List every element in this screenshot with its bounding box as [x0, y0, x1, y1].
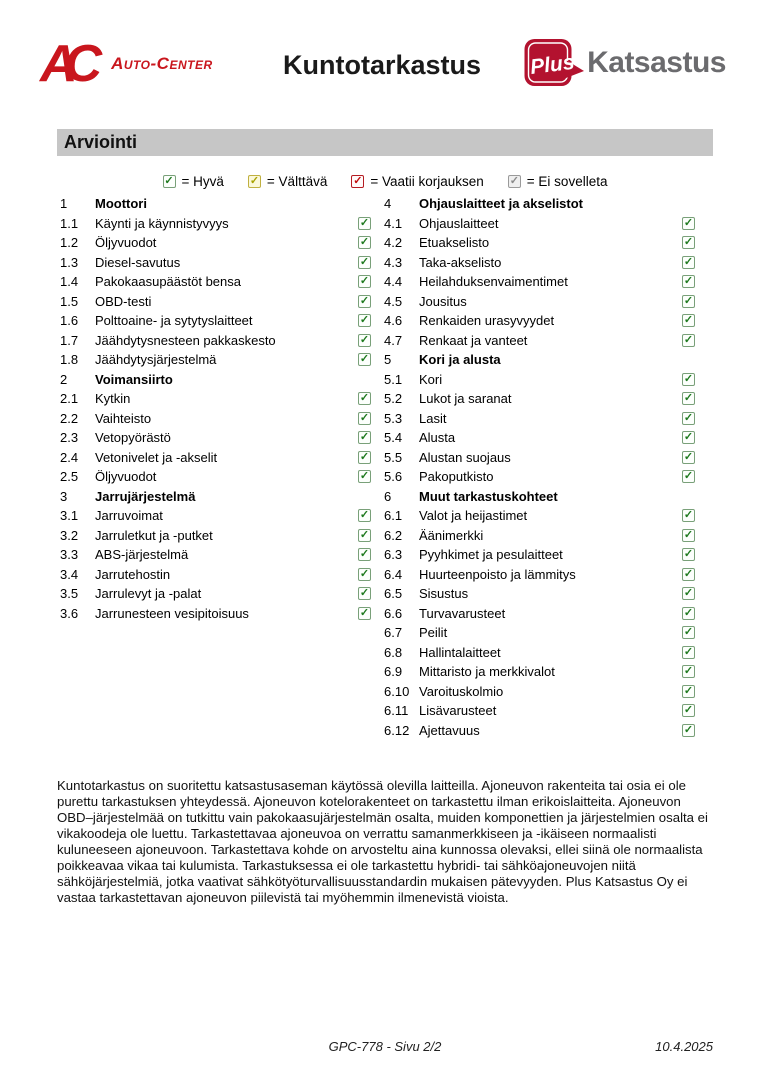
checklist-row: [381, 272, 695, 292]
checklist-row: [57, 604, 371, 624]
item-label: Voimansiirto: [95, 371, 173, 387]
checklist-row: [57, 428, 371, 448]
item-label: Varoituskolmio: [419, 683, 504, 699]
checklist-row: [381, 428, 695, 448]
page-footer: [57, 1039, 713, 1055]
checkbox-good-icon: ✓: [683, 684, 694, 697]
checklist-section-row: [381, 487, 695, 507]
item-number: 6.2: [384, 527, 403, 543]
checkbox-good-icon: ✓: [359, 294, 370, 307]
checkbox-good-icon: ✓: [683, 333, 694, 346]
checkbox-good-icon: ✓: [359, 392, 370, 405]
checkbox-good-icon: ✓: [683, 587, 694, 600]
item-label: Lasit: [419, 410, 447, 426]
checklist-row: [381, 292, 695, 312]
checkbox-good-icon: ✓: [683, 470, 694, 483]
item-label: Äänimerkki: [419, 527, 484, 543]
item-number: 2.2: [60, 410, 79, 426]
item-label: Mittaristo ja merkkivalot: [419, 664, 555, 680]
item-label: Sisustus: [419, 586, 469, 602]
item-label: Jarrujärjestelmä: [95, 488, 196, 504]
checklist-row: [381, 370, 695, 390]
item-number: 6.1: [384, 508, 403, 524]
item-number: 1.2: [60, 235, 79, 251]
item-number: 1.6: [60, 313, 79, 329]
checklist-row: [57, 214, 371, 234]
item-number: 1: [60, 196, 68, 212]
item-label: Heilahduksenvaimentimet: [419, 274, 568, 290]
checklist-row: [381, 643, 695, 663]
checklist-row: [57, 545, 371, 565]
item-label: Kytkin: [95, 391, 131, 407]
item-label: Vaihteisto: [95, 410, 152, 426]
item-number: 4.2: [384, 235, 403, 251]
item-label: OBD-testi: [95, 293, 152, 309]
checklist-column-right: [381, 194, 695, 740]
item-label: Kori: [419, 371, 443, 387]
checkbox-good-icon: ✓: [359, 333, 370, 346]
checkbox-good-icon: ✓: [683, 294, 694, 307]
item-label: Lisävarusteet: [419, 703, 497, 719]
checklist-row: [57, 448, 371, 468]
checklist-row: [381, 721, 695, 741]
checkbox-good-icon: ✓: [683, 704, 694, 717]
checklist-row: [381, 662, 695, 682]
checkbox-good-icon: ✓: [359, 255, 370, 268]
checklist-section-row: [57, 487, 371, 507]
item-number: 2.5: [60, 469, 79, 485]
checkbox-good-icon: ✓: [683, 372, 694, 385]
item-label: Jäähdytysjärjestelmä: [95, 352, 217, 368]
status-legend: [57, 170, 713, 192]
item-number: 2: [60, 371, 68, 387]
item-number: 4.6: [384, 313, 403, 329]
checklist-row: [57, 409, 371, 429]
item-label: Jarrunesteen vesipitoisuus: [95, 605, 249, 621]
item-number: 3.3: [60, 547, 79, 563]
checklist-row: [57, 467, 371, 487]
item-label: Vetonivelet ja -akselit: [95, 449, 218, 465]
plus-badge-icon: [523, 37, 585, 89]
item-label: Taka-akselisto: [419, 254, 502, 270]
checklist-row: [381, 253, 695, 273]
item-number: 3.2: [60, 527, 79, 543]
checkbox-na-icon: ✓: [509, 174, 519, 187]
item-label: Polttoaine- ja sytytyslaitteet: [95, 313, 253, 329]
item-number: 6.4: [384, 566, 403, 582]
item-number: 1.4: [60, 274, 79, 290]
checklist-row: [381, 545, 695, 565]
checkbox-good-icon: ✓: [683, 567, 694, 580]
checkbox-good-icon: ✓: [683, 509, 694, 522]
legend-label: = Ei sovelleta: [526, 173, 608, 189]
item-number: 3: [60, 488, 68, 504]
item-label: Jousitus: [419, 293, 467, 309]
item-number: 4.1: [384, 215, 403, 231]
checklist-row: [57, 311, 371, 331]
checkbox-good-icon: ✓: [683, 431, 694, 444]
item-number: 6.9: [384, 664, 403, 680]
checkbox-good-icon: ✓: [359, 216, 370, 229]
checklist-row: [381, 467, 695, 487]
item-label: Diesel-savutus: [95, 254, 181, 270]
legend-item-na: [508, 174, 608, 189]
checkbox-good-icon: ✓: [359, 236, 370, 249]
item-number: 6: [384, 488, 392, 504]
checkbox-good-icon: ✓: [683, 392, 694, 405]
checklist-row: [381, 584, 695, 604]
checklist-row: [381, 506, 695, 526]
item-number: 3.5: [60, 586, 79, 602]
page-title: Kuntotarkastus: [282, 50, 482, 80]
checklist-row: [57, 506, 371, 526]
checklist-row: [381, 604, 695, 624]
item-label: Jarruletkut ja -putket: [95, 527, 213, 543]
checkbox-good-icon: ✓: [359, 548, 370, 561]
item-label: Ohjauslaitteet: [419, 215, 499, 231]
checklist-row: [381, 389, 695, 409]
checkbox-good-icon: ✓: [359, 509, 370, 522]
item-label: Peilit: [419, 625, 448, 641]
footer-doc-ref: GPC-778 - Sivu 2/2: [328, 1039, 442, 1054]
item-number: 5: [384, 352, 392, 368]
checkbox-good-icon: ✓: [359, 431, 370, 444]
checkbox-good-icon: ✓: [683, 723, 694, 736]
checklist-row: [381, 409, 695, 429]
item-number: 6.3: [384, 547, 403, 563]
item-label: Pakoputkisto: [419, 469, 494, 485]
checkbox-good-icon: ✓: [164, 174, 174, 187]
checklist-row: [57, 272, 371, 292]
checkbox-good-icon: ✓: [683, 606, 694, 619]
item-number: 6.10: [384, 683, 410, 699]
item-label: Jarrutehostin: [95, 566, 171, 582]
item-number: 6.7: [384, 625, 403, 641]
item-label: Valot ja heijastimet: [419, 508, 528, 524]
checklist-row: [381, 701, 695, 721]
item-label: Jarruvoimat: [95, 508, 163, 524]
checklist-row: [381, 565, 695, 585]
katsastus-logo-text: Katsastus: [587, 46, 726, 79]
checkbox-fair-icon: ✓: [249, 174, 260, 187]
checkbox-good-icon: ✓: [359, 353, 370, 366]
svg-text:Plus: Plus: [529, 50, 576, 79]
item-number: 4.4: [384, 274, 403, 290]
item-label: Ajettavuus: [419, 722, 480, 738]
item-label: Pakokaasupäästöt bensa: [95, 274, 241, 290]
item-number: 1.1: [60, 215, 79, 231]
item-number: 1.3: [60, 254, 79, 270]
checkbox-good-icon: ✓: [683, 645, 694, 658]
checklist-row: [57, 526, 371, 546]
checkbox-good-icon: ✓: [683, 216, 694, 229]
checkbox-repair-icon: ✓: [353, 174, 363, 187]
checkbox-good-icon: ✓: [683, 626, 694, 639]
item-label: Käynti ja käynnistyvyys: [95, 215, 229, 231]
checkbox-good-icon: ✓: [683, 665, 694, 678]
item-label: Alusta: [419, 430, 456, 446]
checklist-row: [381, 448, 695, 468]
item-label: Jarrulevyt ja -palat: [95, 586, 202, 602]
item-number: 1.7: [60, 332, 79, 348]
item-label: Renkaat ja vanteet: [419, 332, 528, 348]
item-label: Etuakselisto: [419, 235, 490, 251]
checklist-row: [57, 565, 371, 585]
item-number: 5.2: [384, 391, 403, 407]
item-label: Alustan suojaus: [419, 449, 511, 465]
checklist-section-row: [381, 350, 695, 370]
item-label: Moottori: [95, 196, 147, 212]
item-label: Öljyvuodot: [95, 469, 157, 485]
item-label: Lukot ja saranat: [419, 391, 512, 407]
checkbox-good-icon: ✓: [359, 528, 370, 541]
checklist-row: [57, 253, 371, 273]
checkbox-good-icon: ✓: [359, 275, 370, 288]
checkbox-good-icon: ✓: [683, 255, 694, 268]
item-label: Vetopyörästö: [95, 430, 171, 446]
checklist: [57, 194, 695, 740]
checklist-row: [57, 233, 371, 253]
checklist-row: [381, 311, 695, 331]
item-label: Turvavarusteet: [419, 605, 506, 621]
auto-center-logo-text: Auto-Center: [111, 54, 213, 73]
auto-center-monogram-icon: AC: [40, 35, 90, 93]
item-number: 5.3: [384, 410, 403, 426]
item-label: Kori ja alusta: [419, 352, 501, 368]
item-number: 1.5: [60, 293, 79, 309]
checkbox-good-icon: ✓: [683, 411, 694, 424]
checkbox-good-icon: ✓: [359, 314, 370, 327]
item-number: 6.12: [384, 722, 410, 738]
item-number: 3.4: [60, 566, 79, 582]
legend-label: = Välttävä: [266, 173, 328, 189]
checkbox-good-icon: ✓: [359, 567, 370, 580]
disclaimer-text: Kuntotarkastus on suoritettu katsastusaseman käytössä olevilla laitteilla. Ajoneuvon rakenteita tai osia ei ole purettu tarkastuksen yhteydessä. Ajoneuvon kotelorakenteet on tarkastettu ilman erikoislaitteita. Ajoneuvon OBD–järjestelmää on tutkittu vain pakokaasujärjestelmän osalta, muiden komponettien ja järjestelmien osalta ei vikakoodeja ole luettu. Tarkastettavaa ajoneuvoa on verrattu samanmerkkiseen ja -ikäiseen normaalisti kuluneeseen ajoneuvoon. Tarkastettava kohde on arvosteltu aina kunnossa olevaksi, ellei siinä ole normaalista poikkeavaa vikaa tai kulumista. Tarkastuksessa ei ole tarkastettu hybridi- tai sähköajoneuvojen niitä sähköjärjestelmiä, jotka vaativat sähkötyöturvallisuusstandardin mukaisen pätevyyden. Plus Katsastus Oy ei vastaa tarkastettavan ajoneuvon piilevistä tai myöhemmin ilmenevistä vioista.: [57, 778, 708, 905]
item-number: 6.11: [384, 703, 409, 719]
item-number: 4.3: [384, 254, 403, 270]
item-number: 1.8: [60, 352, 79, 368]
checklist-row: [381, 623, 695, 643]
item-number: 2.4: [60, 449, 79, 465]
checklist-section-row: [57, 194, 371, 214]
item-label: Huurteenpoisto ja lämmitys: [419, 566, 576, 582]
item-label: Hallintalaitteet: [419, 644, 501, 660]
item-number: 3.1: [60, 508, 79, 524]
checklist-row: [57, 389, 371, 409]
item-number: 2.3: [60, 430, 79, 446]
item-label: ABS-järjestelmä: [95, 547, 189, 563]
checklist-section-row: [381, 194, 695, 214]
item-number: 3.6: [60, 605, 79, 621]
checkbox-good-icon: ✓: [683, 275, 694, 288]
checklist-row: [57, 331, 371, 351]
checkbox-good-icon: ✓: [683, 548, 694, 561]
checkbox-good-icon: ✓: [683, 236, 694, 249]
section-heading-arviointi: Arviointi: [57, 129, 713, 156]
legend-label: = Hyvä: [181, 173, 224, 189]
checkbox-good-icon: ✓: [359, 450, 370, 463]
item-label: Renkaiden urasyvyydet: [419, 313, 555, 329]
checkbox-good-icon: ✓: [683, 450, 694, 463]
item-label: Jäähdytysnesteen pakkaskesto: [95, 332, 276, 348]
item-number: 5.5: [384, 449, 403, 465]
checkbox-good-icon: ✓: [359, 411, 370, 424]
item-number: 5.4: [384, 430, 403, 446]
checklist-row: [381, 682, 695, 702]
checklist-row: [57, 292, 371, 312]
item-number: 6.6: [384, 605, 403, 621]
item-label: Ohjauslaitteet ja akselistot: [419, 196, 584, 212]
checklist-row: [381, 331, 695, 351]
checkbox-good-icon: ✓: [359, 606, 370, 619]
item-number: 4.5: [384, 293, 403, 309]
item-label: Muut tarkastuskohteet: [419, 488, 558, 504]
checklist-row: [381, 233, 695, 253]
checklist-section-row: [57, 370, 371, 390]
checkbox-good-icon: ✓: [683, 528, 694, 541]
item-number: 5.6: [384, 469, 403, 485]
checkbox-good-icon: ✓: [683, 314, 694, 327]
item-number: 6.8: [384, 644, 403, 660]
item-number: 6.5: [384, 586, 403, 602]
checklist-column-left: [57, 194, 371, 740]
item-number: 4: [384, 196, 392, 212]
legend-item-good: [163, 174, 224, 189]
legend-item-repair: [351, 174, 483, 189]
legend-label: = Vaatii korjauksen: [370, 173, 484, 189]
item-number: 5.1: [384, 371, 403, 387]
checklist-row: [57, 584, 371, 604]
item-label: Pyyhkimet ja pesulaitteet: [419, 547, 563, 563]
checklist-row: [381, 526, 695, 546]
item-number: 2.1: [60, 391, 79, 407]
legend-item-fair: [248, 174, 327, 189]
item-number: 4.7: [384, 332, 403, 348]
plus-katsastus-logo: [523, 37, 726, 89]
checklist-row: [381, 214, 695, 234]
checklist-row: [57, 350, 371, 370]
checkbox-good-icon: ✓: [359, 587, 370, 600]
footer-date: 10.4.2025: [655, 1039, 713, 1054]
item-label: Öljyvuodot: [95, 235, 157, 251]
checkbox-good-icon: ✓: [359, 470, 370, 483]
